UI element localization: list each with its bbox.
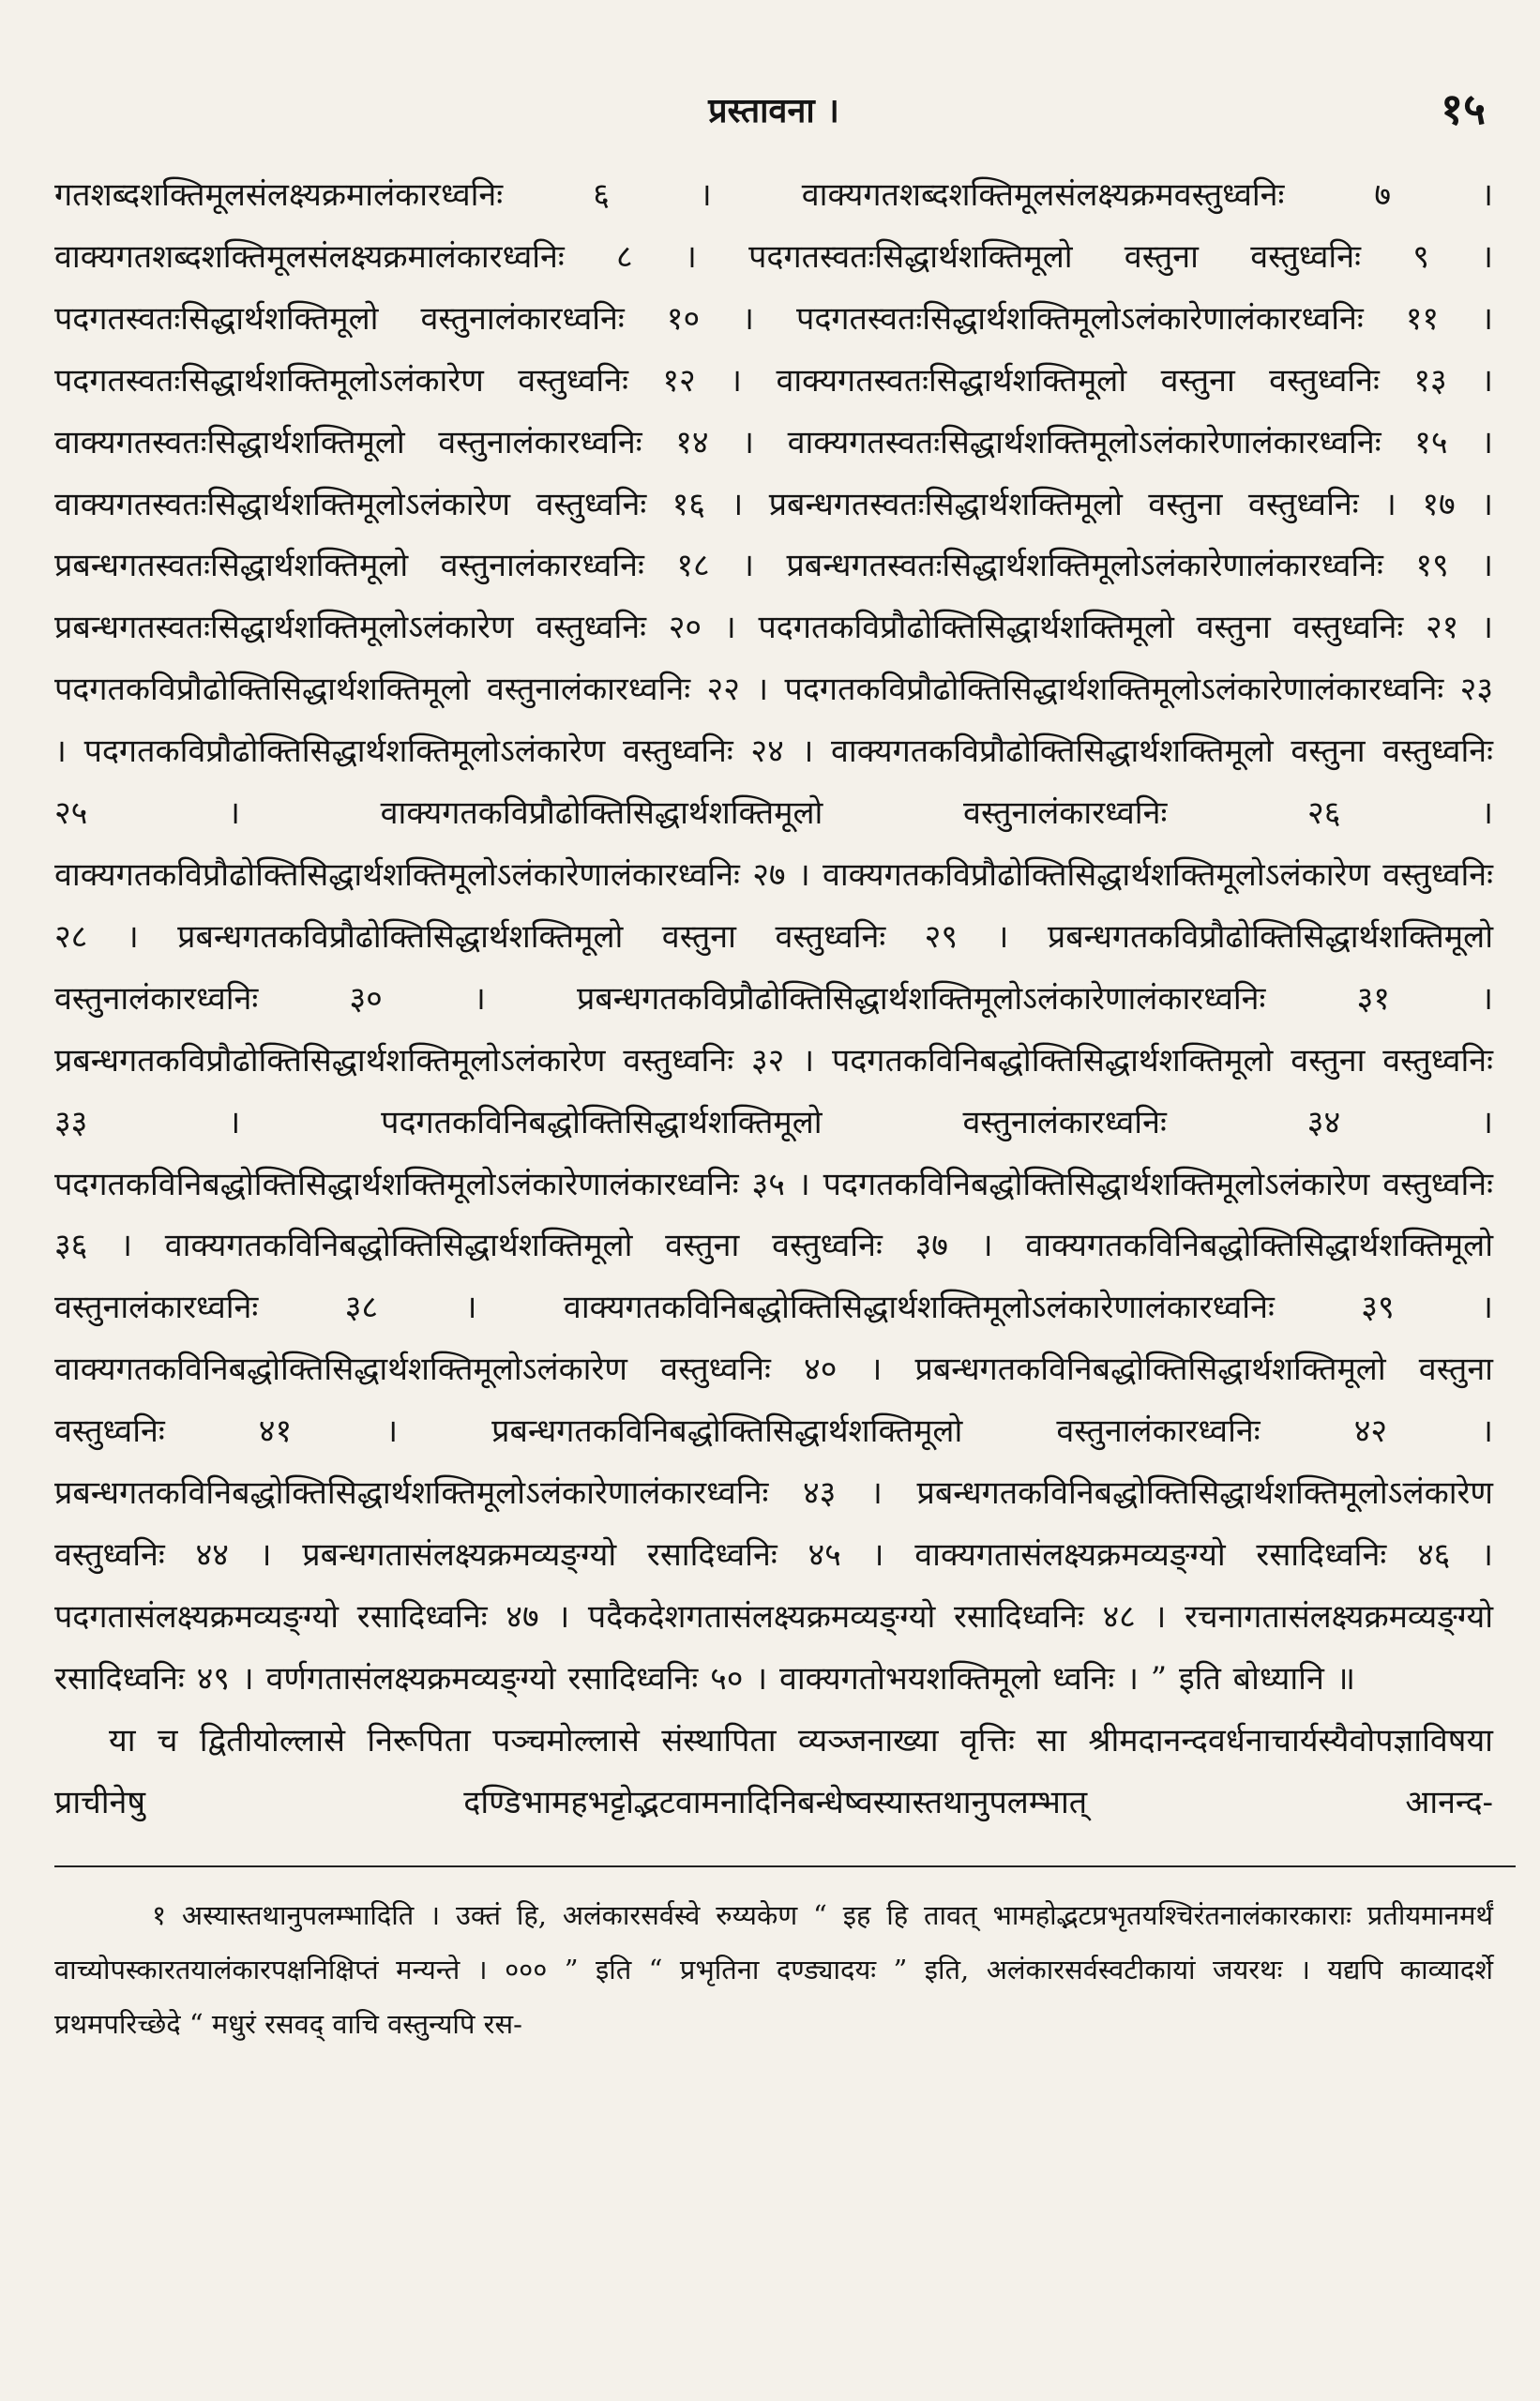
footnote: १ अस्यास्तथानुपलम्भादिति । उक्तं हि, अलंकारसर्वस्वे रुय्यकेण “ इह हि तावत् भामहोद्भटप्रभृतयश्चिरंतनालंकारकाराः प्रतीयमानमर्थं वाच्योपस्कारतयालंकारपक्षनिक्षिप्तं मन्यन्ते । ००० ” इति “ प्रभृतिना दण्ड्यादयः ” इति, अलंकारसर्वस्वटीकायां जयरथः । यद्यपि काव्यादर्शे प्रथमपरिच्छेदे “ मधुरं रसवद् वाचि वस्तुन्यपि रस- [54, 1899, 1493, 2041]
page-header [54, 79, 1493, 134]
running-head: प्रस्तावना । [708, 91, 839, 130]
main-text [54, 165, 1493, 1834]
footnote-separator-rule [54, 1865, 1516, 1867]
body-paragraph-1: गतशब्दशक्तिमूलसंलक्ष्यक्रमालंकारध्वनिः ६ । वाक्यगतशब्दशक्तिमूलसंलक्ष्यक्रमवस्तुध्वनिः ७ । वाक्यगतशब्दशक्तिमूलसंलक्ष्यक्रमालंकारध्वनिः ८ । पदगतस्वतःसिद्धार्थशक्तिमूलो वस्तुना वस्तुध्वनिः ९ । पदगतस्वतःसिद्धार्थशक्तिमूलो वस्तुनालंकारध्वनिः १० । पदगतस्वतःसिद्धार्थशक्तिमूलोऽलंकारेणालंकारध्वनिः ११ । पदगतस्वतःसिद्धार्थशक्तिमूलोऽलंकारेण वस्तुध्वनिः १२ । वाक्यगतस्वतःसिद्धार्थशक्तिमूलो वस्तुना वस्तुध्वनिः १३ । वाक्यगतस्वतःसिद्धार्थशक्तिमूलो वस्तुनालंकारध्वनिः १४ । वाक्यगतस्वतःसिद्धार्थशक्तिमूलोऽलंकारेणालंकारध्वनिः १५ । वाक्यगतस्वतःसिद्धार्थशक्तिमूलोऽलंकारेण वस्तुध्वनिः १६ । प्रबन्धगतस्वतःसिद्धार्थशक्तिमूलो वस्तुना वस्तुध्वनिः । १७ । प्रबन्धगतस्वतःसिद्धार्थशक्तिमूलो वस्तुनालंकारध्वनिः १८ । प्रबन्धगतस्वतःसिद्धार्थशक्तिमूलोऽलंकारेणालंकारध्वनिः १९ । प्रबन्धगतस्वतःसिद्धार्थशक्तिमूलोऽलंकारेण वस्तुध्वनिः २० । पदगतकविप्रौढोक्तिसिद्धार्थशक्तिमूलो वस्तुना वस्तुध्वनिः २१ । पदगतकविप्रौढोक्तिसिद्धार्थशक्तिमूलो वस्तुनालंकारध्वनिः २२ । पदगतकविप्रौढोक्तिसिद्धार्थशक्तिमूलोऽलंकारेणालंकारध्वनिः २३ । पदगतकविप्रौढोक्तिसिद्धार्थशक्तिमूलोऽलंकारेण वस्तुध्वनिः २४ । वाक्यगतकविप्रौढोक्तिसिद्धार्थशक्तिमूलो वस्तुना वस्तुध्वनिः २५ । वाक्यगतकविप्रौढोक्तिसिद्धार्थशक्तिमूलो वस्तुनालंकारध्वनिः २६ । वाक्यगतकविप्रौढोक्तिसिद्धार्थशक्तिमूलोऽलंकारेणालंकारध्वनिः २७ । वाक्यगतकविप्रौढोक्तिसिद्धार्थशक्तिमूलोऽलंकारेण वस्तुध्वनिः २८ । प्रबन्धगतकविप्रौढोक्तिसिद्धार्थशक्तिमूलो वस्तुना वस्तुध्वनिः २९ । प्रबन्धगतकविप्रौढोक्तिसिद्धार्थशक्तिमूलो वस्तुनालंकारध्वनिः ३० । प्रबन्धगतकविप्रौढोक्तिसिद्धार्थशक्तिमूलोऽलंकारेणालंकारध्वनिः ३१ । प्रबन्धगतकविप्रौढोक्तिसिद्धार्थशक्तिमूलोऽलंकारेण वस्तुध्वनिः ३२ । पदगतकविनिबद्धोक्तिसिद्धार्थशक्तिमूलो वस्तुना वस्तुध्वनिः ३३ । पदगतकविनिबद्धोक्तिसिद्धार्थशक्तिमूलो वस्तुनालंकारध्वनिः ३४ । पदगतकविनिबद्धोक्तिसिद्धार्थशक्तिमूलोऽलंकारेणालंकारध्वनिः ३५ । पदगतकविनिबद्धोक्तिसिद्धार्थशक्तिमूलोऽलंकारेण वस्तुध्वनिः ३६ । वाक्यगतकविनिबद्धोक्तिसिद्धार्थशक्तिमूलो वस्तुना वस्तुध्वनिः ३७ । वाक्यगतकविनिबद्धोक्तिसिद्धार्थशक्तिमूलो वस्तुनालंकारध्वनिः ३८ । वाक्यगतकविनिबद्धोक्तिसिद्धार्थशक्तिमूलोऽलंकारेणालंकारध्वनिः ३९ । वाक्यगतकविनिबद्धोक्तिसिद्धार्थशक्तिमूलोऽलंकारेण वस्तुध्वनिः ४० । प्रबन्धगतकविनिबद्धोक्तिसिद्धार्थशक्तिमूलो वस्तुना वस्तुध्वनिः ४१ । प्रबन्धगतकविनिबद्धोक्तिसिद्धार्थशक्तिमूलो वस्तुनालंकारध्वनिः ४२ । प्रबन्धगतकविनिबद्धोक्तिसिद्धार्थशक्तिमूलोऽलंकारेणालंकारध्वनिः ४३ । प्रबन्धगतकविनिबद्धोक्तिसिद्धार्थशक्तिमूलोऽलंकारेण वस्तुध्वनिः ४४ । प्रबन्धगतासंलक्ष्यक्रमव्यङ्ग्यो रसादिध्वनिः ४५ । वाक्यगतासंलक्ष्यक्रमव्यङ्ग्यो रसादिध्वनिः ४६ । पदगतासंलक्ष्यक्रमव्यङ्ग्यो रसादिध्वनिः ४७ । पदैकदेशगतासंलक्ष्यक्रमव्यङ्ग्यो रसादिध्वनिः ४८ । रचनागतासंलक्ष्यक्रमव्यङ्ग्यो रसादिध्वनिः ४९ । वर्णगतासंलक्ष्यक्रमव्यङ्ग्यो रसादिध्वनिः ५० । वाक्यगतोभयशक्तिमूलो ध्वनिः । ” इति बोध्यानि ॥ [54, 176, 1493, 1698]
page-number: १५ [1441, 83, 1486, 134]
body-paragraph-2: या च द्वितीयोल्लासे निरूपिता पञ्चमोल्लासे संस्थापिता व्यञ्जनाख्या वृत्तिः सा श्रीमदानन्दवर्धनाचार्यस्यैवोपज्ञाविषया प्राचीनेषु दण्डिभामहभट्टोद्भटवामनादिनिबन्धेष्वस्यास्तथानुपलम्भात् आनन्द- [54, 1721, 1493, 1821]
